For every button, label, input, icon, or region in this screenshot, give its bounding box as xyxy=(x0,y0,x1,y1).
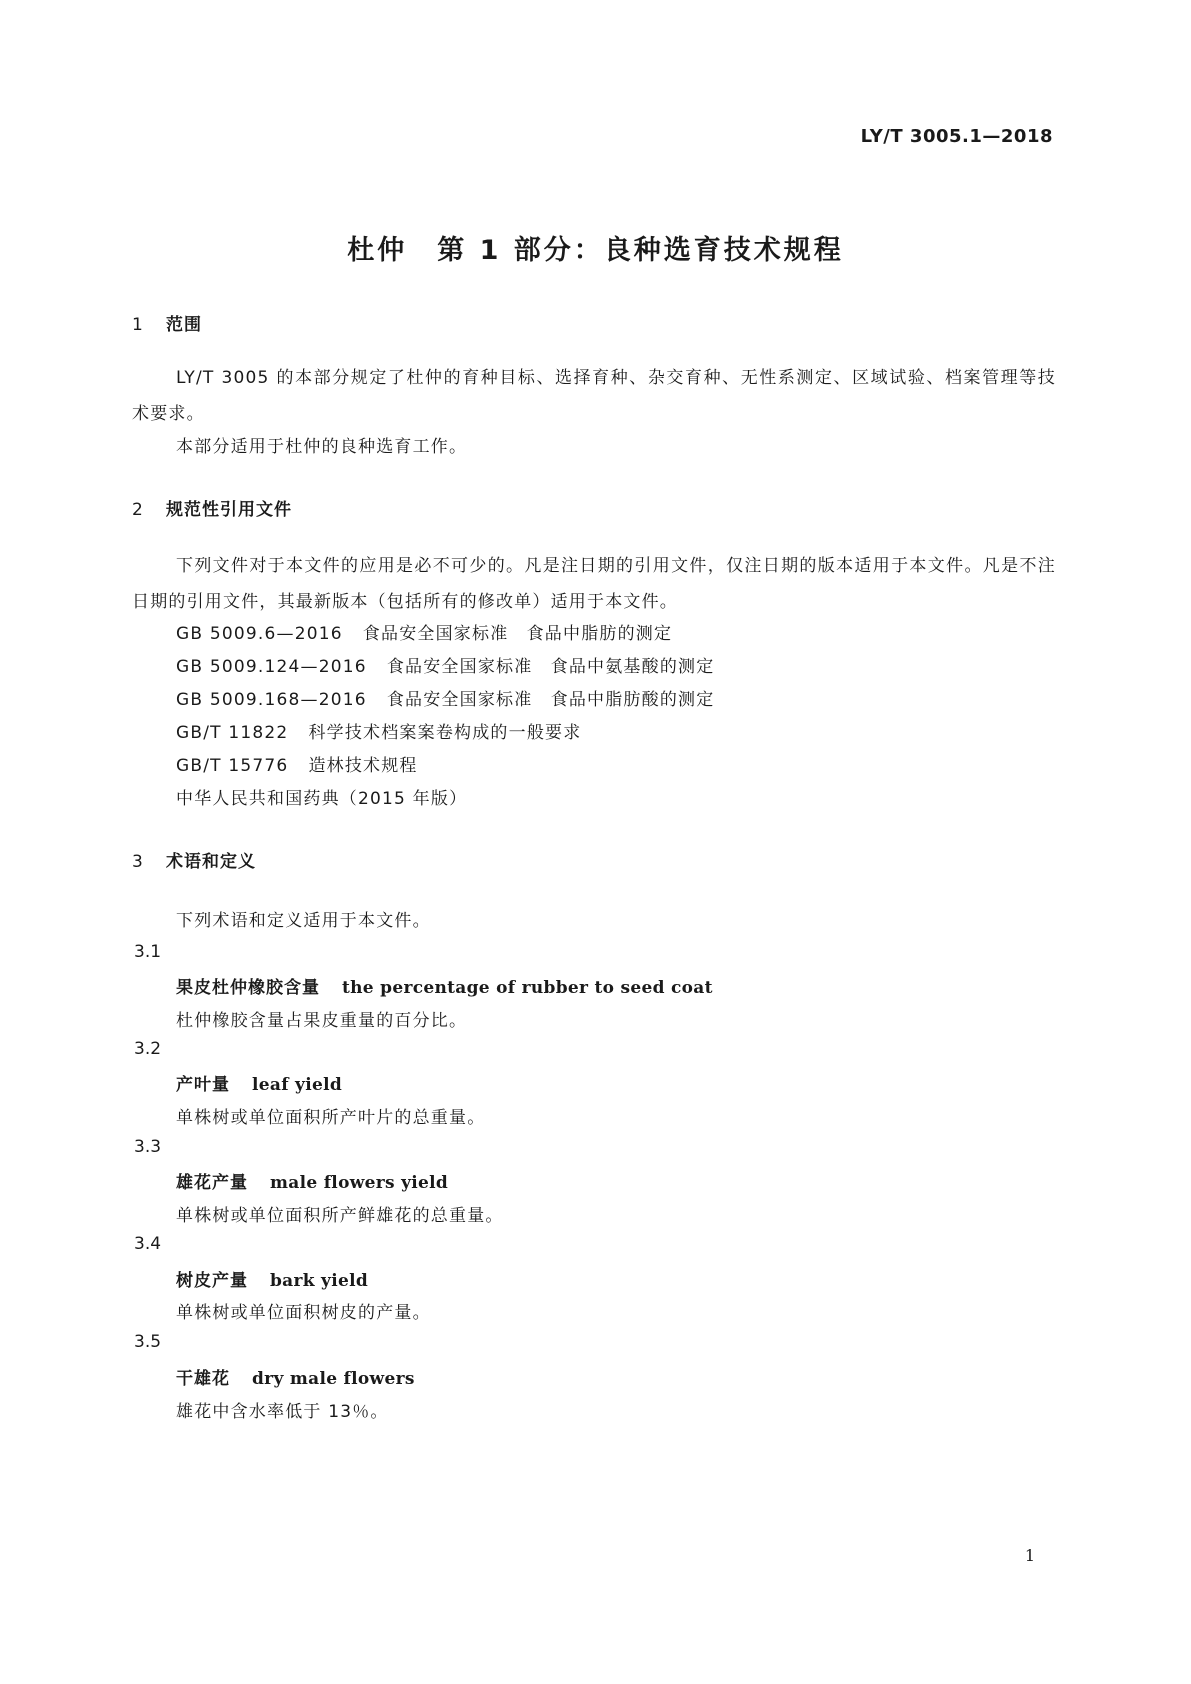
term-number: 3.4 xyxy=(134,1234,162,1254)
document-title: 杜仲 第 1 部分：良种选育技术规程 xyxy=(347,235,844,266)
reference-item xyxy=(176,652,714,677)
term-en: dry male flowers xyxy=(252,1369,415,1389)
section-title: 规范性引用文件 xyxy=(166,500,292,520)
term-zh: 树皮产量 xyxy=(176,1271,248,1291)
reference-item xyxy=(176,619,672,644)
reference-title: 中华人民共和国药典（2015 年版） xyxy=(176,789,468,809)
reference-title: 食品安全国家标准 食品中脂肪酸的测定 xyxy=(386,690,715,710)
section-2-heading xyxy=(132,495,292,520)
reference-item xyxy=(176,718,581,743)
term-definition: 杜仲橡胶含量占果皮重量的百分比。 xyxy=(176,1011,468,1031)
term-en: leaf yield xyxy=(252,1075,343,1095)
section-number: 3 xyxy=(132,852,144,872)
term-definition: 单株树或单位面积树皮的产量。 xyxy=(176,1303,431,1323)
section-number: 1 xyxy=(132,315,144,335)
section-title: 范围 xyxy=(166,315,202,335)
reference-title: 造林技术规程 xyxy=(308,756,418,776)
reference-item xyxy=(176,751,418,776)
term-zh: 果皮杜仲橡胶含量 xyxy=(176,978,320,998)
term-zh: 产叶量 xyxy=(176,1075,230,1095)
section-title: 术语和定义 xyxy=(166,852,256,872)
term-definition: 雄花中含水率低于 13％。 xyxy=(176,1402,389,1422)
term-heading xyxy=(176,1168,448,1193)
reference-title: 食品安全国家标准 食品中脂肪的测定 xyxy=(362,624,673,644)
term-heading xyxy=(176,1364,415,1389)
section-1-heading xyxy=(132,310,202,335)
section-3-heading xyxy=(132,847,256,872)
reference-code: GB 5009.168—2016 xyxy=(176,690,367,710)
term-zh: 干雄花 xyxy=(176,1369,230,1389)
term-zh: 雄花产量 xyxy=(176,1173,248,1193)
reference-title: 科学技术档案案卷构成的一般要求 xyxy=(308,723,582,743)
term-definition: 单株树或单位面积所产叶片的总重量。 xyxy=(176,1108,486,1128)
term-number: 3.2 xyxy=(134,1039,162,1059)
reference-title: 食品安全国家标准 食品中氨基酸的测定 xyxy=(386,657,715,677)
term-heading xyxy=(176,1070,342,1095)
term-definition: 单株树或单位面积所产鲜雄花的总重量。 xyxy=(176,1206,504,1226)
section-number: 2 xyxy=(132,500,144,520)
scope-applicability: 本部分适用于杜仲的良种选育工作。 xyxy=(176,437,468,457)
term-number: 3.3 xyxy=(134,1137,162,1157)
reference-code: GB 5009.124—2016 xyxy=(176,657,367,677)
page-number: 1 xyxy=(1024,1546,1035,1565)
term-en: bark yield xyxy=(270,1271,369,1291)
term-heading xyxy=(176,973,713,998)
terms-intro: 下列术语和定义适用于本文件。 xyxy=(176,911,431,931)
term-en: the percentage of rubber to seed coat xyxy=(342,978,713,998)
reference-code: GB/T 11822 xyxy=(176,723,289,743)
scope-paragraph: LY/T 3005 的本部分规定了杜仲的育种目标、选择育种、杂交育种、无性系测定、区域试验、档案管理等技术要求。 xyxy=(132,368,1056,424)
term-number: 3.1 xyxy=(134,942,162,962)
reference-item xyxy=(176,784,467,809)
term-number: 3.5 xyxy=(134,1332,162,1352)
term-heading xyxy=(176,1266,368,1291)
references-intro: 下列文件对于本文件的应用是必不可少的。凡是注日期的引用文件，仅注日期的版本适用于本文件。凡是不注日期的引用文件，其最新版本（包括所有的修改单）适用于本文件。 xyxy=(132,556,1056,612)
reference-code: GB/T 15776 xyxy=(176,756,289,776)
standard-code: LY/T 3005.1—2018 xyxy=(860,126,1053,147)
term-en: male flowers yield xyxy=(270,1173,449,1193)
reference-item xyxy=(176,685,714,710)
reference-code: GB 5009.6—2016 xyxy=(176,624,343,644)
